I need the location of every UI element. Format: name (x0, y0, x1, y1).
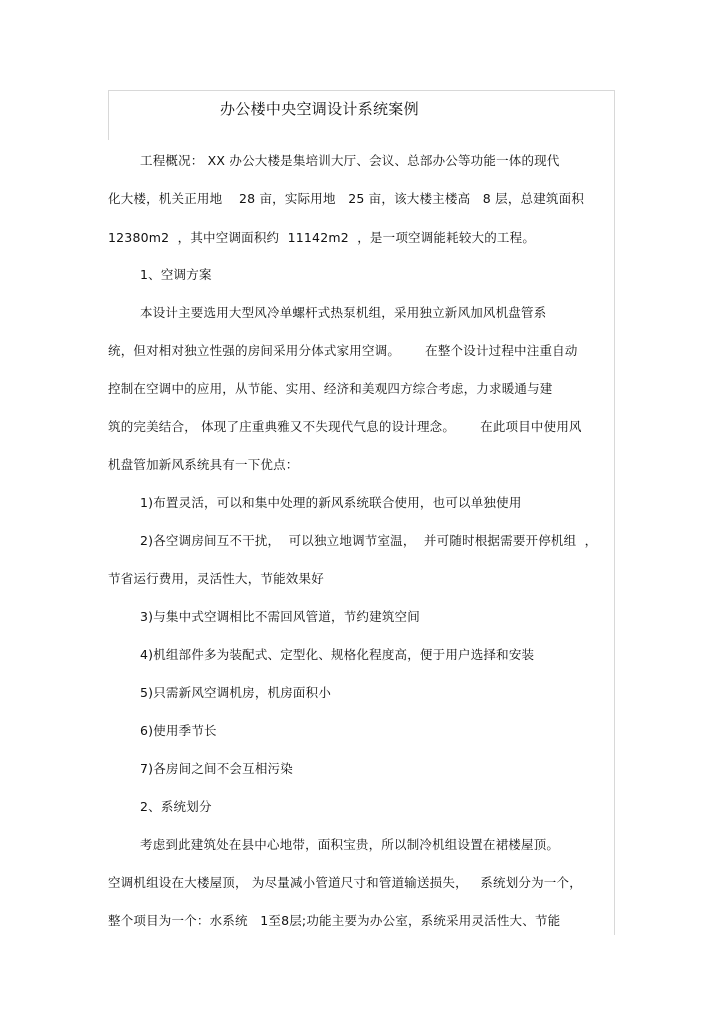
paragraph-line: 筑的完美结合， 体现了庄重典雅又不失现代气息的设计理念。 在此项目中使用风 (108, 419, 582, 434)
paragraph-line: 考虑到此建筑处在县中心地带，面积宝贵，所以制冷机组设置在裙楼屋顶。 (140, 837, 560, 852)
page-frame-top-border (108, 90, 614, 91)
document-title: 办公楼中央空调设计系统案例 (220, 100, 419, 118)
list-item: 4)机组部件多为装配式、定型化、规格化程度高，便于用户选择和安装 (140, 647, 535, 662)
list-item: 1)布置灵活，可以和集中处理的新风系统联合使用，也可以单独使用 (140, 495, 522, 510)
section-heading: 1、空调方案 (140, 267, 212, 282)
paragraph-line: 统，但对相对独立性强的房间采用分体式家用空调。 在整个设计过程中注重自动 (108, 343, 578, 358)
paragraph-line: 工程概况： XX 办公大楼是集培训大厅、会议、总部办公等功能一体的现代 (140, 153, 560, 168)
paragraph-line: 整个项目为一个：水系统 1至8层;功能主要为办公室，系统采用灵活性大、节能 (108, 913, 561, 928)
section-heading: 2、系统划分 (140, 799, 212, 814)
list-item: 6)使用季节长 (140, 723, 217, 738)
paragraph-line: 节省运行费用，灵活性大，节能效果好 (108, 571, 324, 586)
paragraph-line: 化大楼，机关正用地 28 亩，实际用地 25 亩，该大楼主楼高 8 层，总建筑面积 (108, 191, 585, 206)
paragraph-line: 本设计主要选用大型风冷单螺杆式热泵机组，采用独立新风加风机盘管系 (140, 305, 547, 320)
paragraph-line: 12380m2 ，其中空调面积约 11142m2 ，是一项空调能耗较大的工程。 (108, 230, 536, 245)
list-item: 7)各房间之间不会互相污染 (140, 761, 293, 776)
list-item: 2)各空调房间互不干扰， 可以独立地调节室温， 并可随时根据需要开停机组 ， (140, 533, 598, 548)
paragraph-line: 机盘管加新风系统具有一下优点： (108, 457, 299, 472)
paragraph-line: 控制在空调中的应用，从节能、实用、经济和美观四方综合考虑，力求暖通与建 (108, 381, 553, 396)
paragraph-line: 空调机组设在大楼屋顶， 为尽量减小管道尺寸和管道输送损失， 系统划分为一个， (108, 875, 582, 890)
page-frame-left-border (108, 90, 109, 140)
list-item: 3)与集中式空调相比不需回风管道，节约建筑空间 (140, 609, 420, 624)
list-item: 5)只需新风空调机房，机房面积小 (140, 685, 332, 700)
page-frame-right-border (614, 90, 615, 935)
